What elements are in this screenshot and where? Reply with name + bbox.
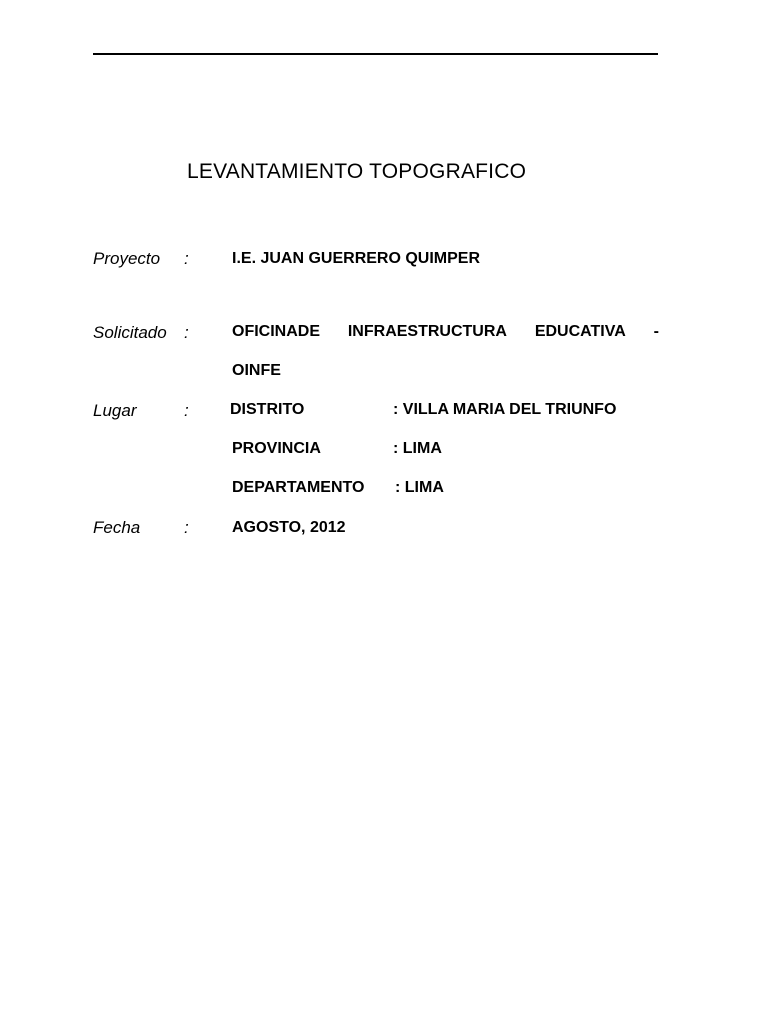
solicitado-value-line1 [232, 323, 659, 341]
solicitado-label: Solicitado [93, 323, 167, 342]
distrito-value: : VILLA MARIA DEL TRIUNFO [393, 401, 617, 418]
fecha-label: Fecha [93, 518, 141, 537]
solicitado-colon: : [184, 323, 189, 342]
lugar-colon: : [184, 401, 189, 420]
fecha-colon: : [184, 518, 189, 537]
solicitado-value-line2: OINFE [232, 362, 281, 379]
provincia-value: : LIMA [393, 440, 442, 457]
document-title: LEVANTAMIENTO TOPOGRAFICO [187, 160, 527, 183]
solicitado-word: EDUCATIVA [534, 323, 626, 340]
solicitado-word: - [653, 323, 659, 340]
proyecto-label: Proyecto [93, 249, 161, 268]
distrito-key: DISTRITO [230, 401, 305, 418]
provincia-key: PROVINCIA [232, 440, 321, 457]
fecha-value: AGOSTO, 2012 [232, 519, 346, 536]
departamento-key: DEPARTAMENTO [232, 479, 365, 496]
departamento-value: : LIMA [395, 479, 444, 496]
solicitado-word: INFRAESTRUCTURA [347, 323, 507, 340]
solicitado-word: OFICINADE [232, 323, 320, 340]
proyecto-value: I.E. JUAN GUERRERO QUIMPER [232, 250, 481, 267]
top-horizontal-rule [93, 53, 658, 55]
proyecto-colon: : [184, 249, 189, 268]
lugar-label: Lugar [93, 401, 137, 420]
